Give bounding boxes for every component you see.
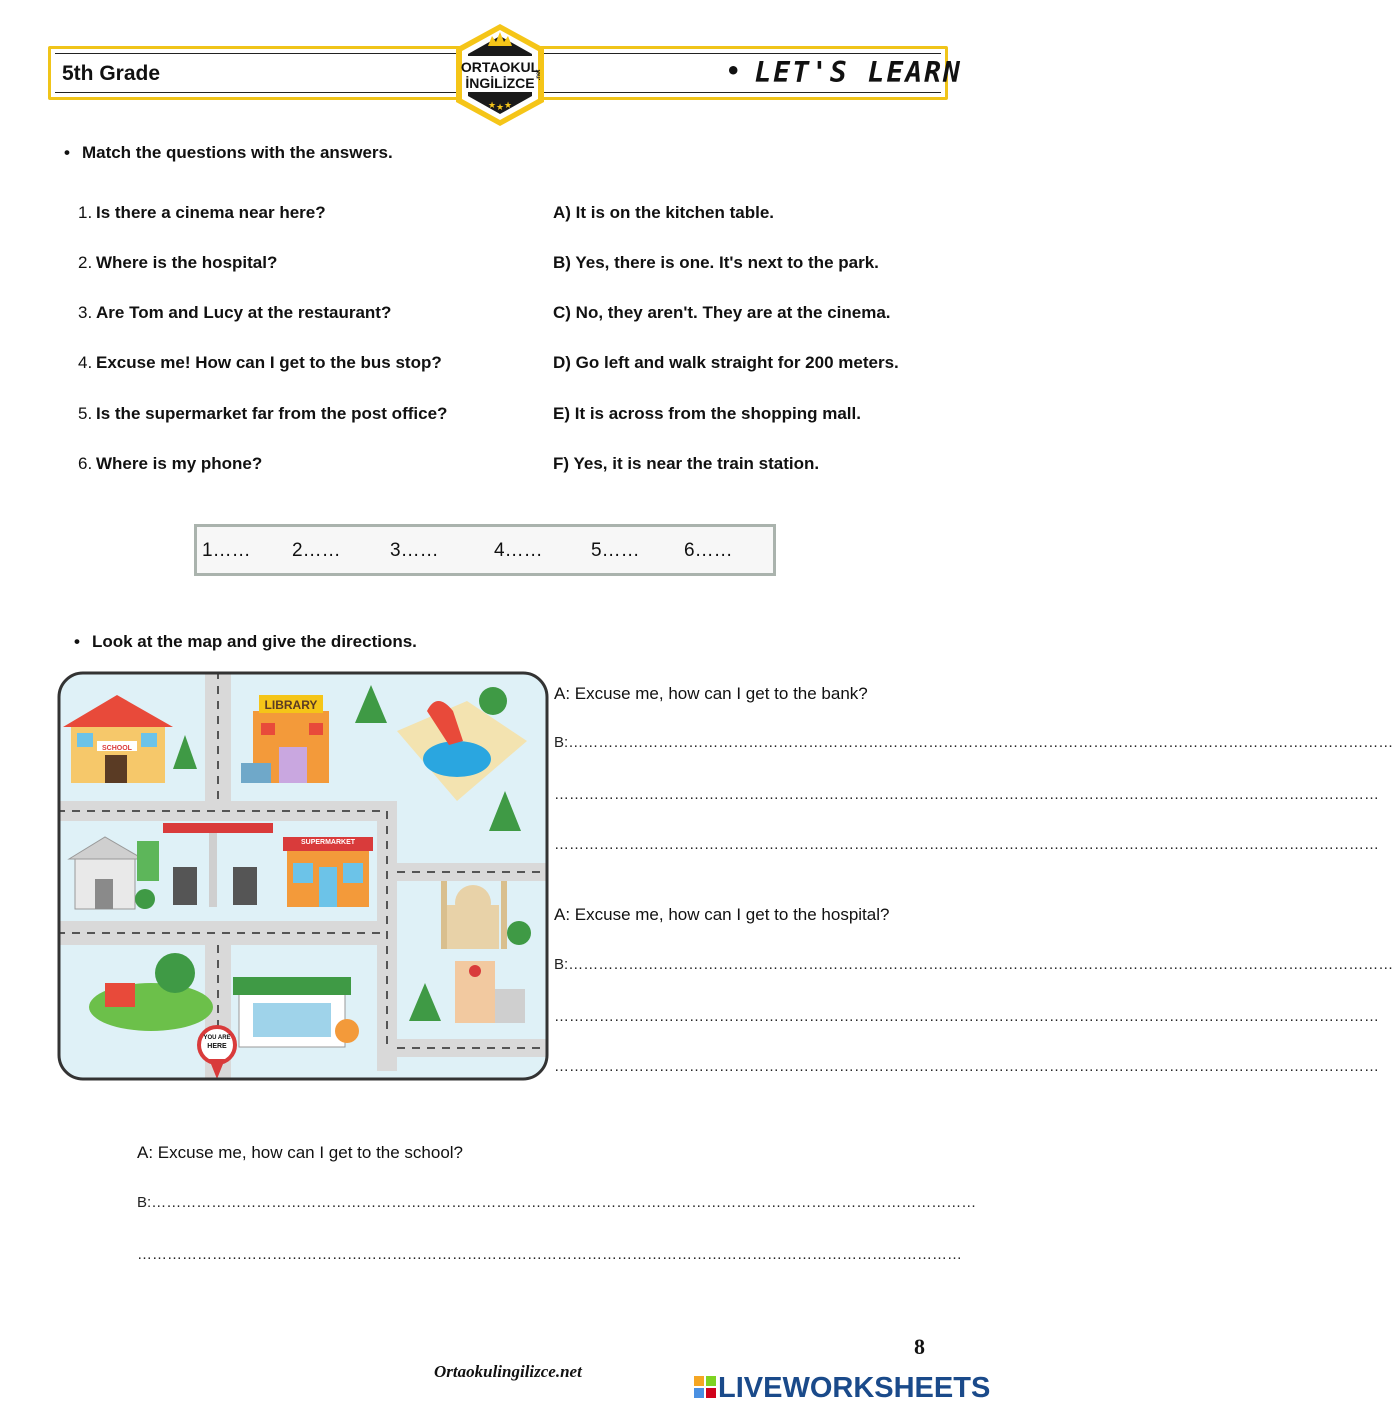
question-5: 5. Is the supermarket far from the post office? bbox=[78, 404, 448, 423]
logo-small-text: .net bbox=[536, 69, 542, 81]
answer-line-hospital-3[interactable]: ………………………………………………………………………………………………………………………………………………… bbox=[554, 1058, 1379, 1075]
answer-c: C) No, they aren't. They are at the cinema. bbox=[553, 303, 891, 322]
question-4: 4. Excuse me! How can I get to the bus stop? bbox=[78, 353, 442, 372]
question-2: 2. Where is the hospital? bbox=[78, 253, 278, 272]
answer-e: E) It is across from the shopping mall. bbox=[553, 404, 861, 423]
answer-line-bank-3[interactable]: ………………………………………………………………………………………………………………………………………………… bbox=[554, 836, 1379, 853]
answer-a: A) It is on the kitchen table. bbox=[553, 203, 775, 222]
answer-line-school-2[interactable]: ………………………………………………………………………………………………………………………………………………… bbox=[137, 1246, 962, 1263]
svg-text:★: ★ bbox=[504, 100, 513, 110]
answer-slot-5[interactable]: 5…… bbox=[591, 540, 640, 561]
answer-slot-6[interactable]: 6…… bbox=[684, 540, 733, 561]
grade-label: 5th Grade bbox=[62, 62, 161, 85]
svg-text:★: ★ bbox=[488, 100, 497, 110]
you-are-here-label-2: HERE bbox=[207, 1043, 227, 1050]
answer-line-hospital-1[interactable]: B:………………………………………………………………………………………………………………………………………………… bbox=[554, 956, 1393, 973]
answer-line-hospital-2[interactable]: ………………………………………………………………………………………………………………………………………………… bbox=[554, 1008, 1379, 1025]
supermarket-sign: SUPERMARKET bbox=[300, 839, 356, 846]
town-map bbox=[57, 671, 549, 1081]
answer-f: F) Yes, it is near the train station. bbox=[553, 454, 820, 473]
answer-slot-1[interactable]: 1…… bbox=[202, 540, 251, 561]
question-bank: A: Excuse me, how can I get to the bank? bbox=[554, 684, 868, 703]
page-number: 8 bbox=[914, 1334, 925, 1359]
answer-line-bank-2[interactable]: ………………………………………………………………………………………………………………………………………………… bbox=[554, 786, 1379, 803]
supermarket-building bbox=[283, 837, 373, 907]
answer-d: D) Go left and walk straight for 200 meters. bbox=[553, 353, 899, 372]
answer-line-school-1[interactable]: B:………………………………………………………………………………………………………………………………………………… bbox=[137, 1194, 977, 1211]
page-title: • LET'S LEARN bbox=[726, 56, 962, 89]
answer-slot-2[interactable]: 2…… bbox=[292, 540, 341, 561]
library-sign: LIBRARY bbox=[264, 698, 318, 712]
logo-line-2: İNGİLİZCE bbox=[465, 75, 535, 91]
you-are-here-label-1: YOU ARE bbox=[203, 1035, 231, 1041]
match-instruction: • Match the questions with the answers. bbox=[64, 143, 393, 163]
liveworksheets-logo-icon bbox=[694, 1376, 716, 1400]
logo-line-1: ORTAOKUL bbox=[460, 59, 540, 75]
question-3: 3. Are Tom and Lucy at the restaurant? bbox=[78, 303, 392, 322]
answer-line-bank-1[interactable]: B:………………………………………………………………………………………………………………………………………………… bbox=[554, 734, 1393, 751]
map-instruction: • Look at the map and give the directions. bbox=[74, 632, 417, 652]
svg-text:★: ★ bbox=[496, 102, 505, 112]
site-name: Ortaokulingilizce.net bbox=[434, 1362, 582, 1381]
question-hospital: A: Excuse me, how can I get to the hospital? bbox=[554, 905, 890, 924]
site-logo bbox=[452, 22, 548, 128]
question-6: 6. Where is my phone? bbox=[78, 454, 263, 473]
question-school: A: Excuse me, how can I get to the school? bbox=[137, 1143, 464, 1162]
question-1: 1. Is there a cinema near here? bbox=[78, 203, 326, 222]
cafe-building bbox=[233, 977, 359, 1047]
school-sign: SCHOOL bbox=[102, 745, 132, 752]
answer-b: B) Yes, there is one. It's next to the park. bbox=[553, 253, 879, 272]
liveworksheets-text: LIVEWORKSHEETS bbox=[718, 1372, 991, 1404]
answer-slot-3[interactable]: 3…… bbox=[390, 540, 439, 561]
answer-slot-4[interactable]: 4…… bbox=[494, 540, 543, 561]
